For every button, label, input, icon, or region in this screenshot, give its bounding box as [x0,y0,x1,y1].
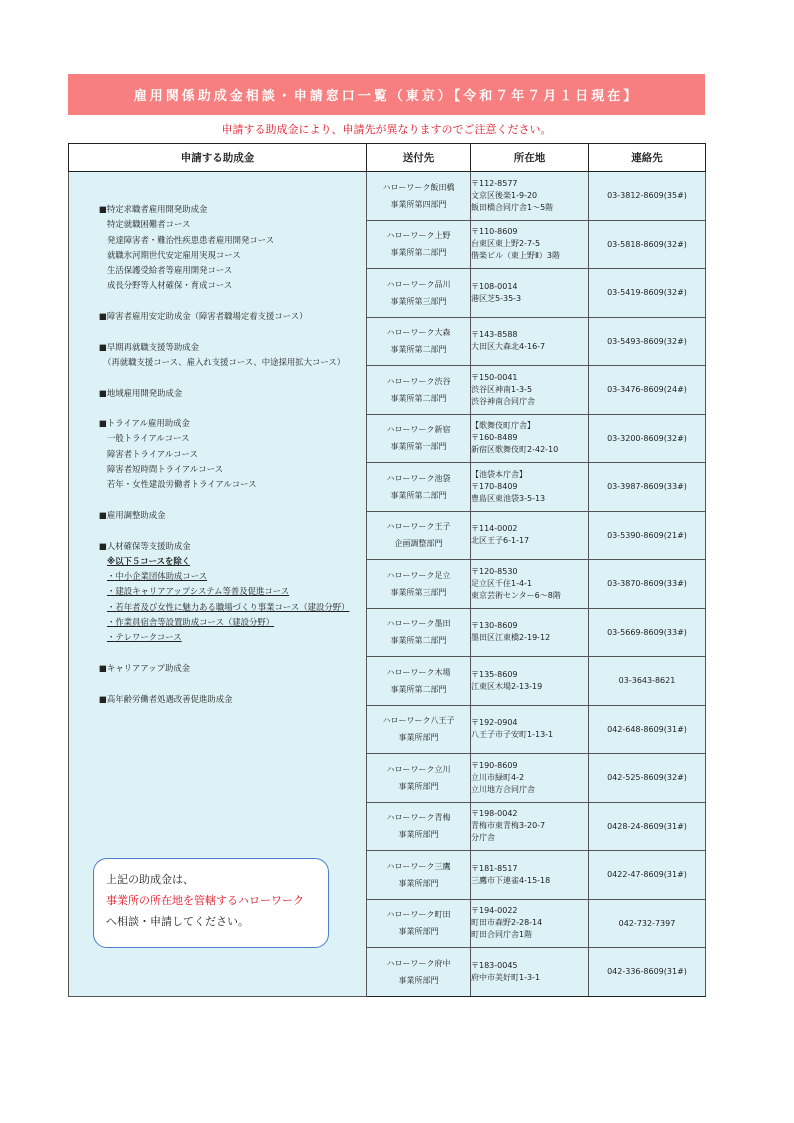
office-cell [367,608,471,657]
column-header-address: 所在地 [471,144,589,172]
office-department: 事業所第二部門 [390,636,447,646]
office-name: ハローワーク上野 [386,231,451,241]
grant-name: ■雇用調整助成金 [99,509,166,520]
address-cell [471,172,589,221]
office-cell [367,851,471,900]
office-cell [367,220,471,269]
office-cell [367,754,471,803]
address-cell [471,608,589,657]
grant-name: ■障害者雇用安定助成金（障害者職場定着支援コース） [99,311,308,322]
address-line: 〒114-0002 [471,524,518,534]
office-name: ハローワーク府中 [386,958,451,968]
office-cell [367,705,471,754]
office-department: 事業所第三部門 [390,296,447,306]
address-cell [471,511,589,560]
address-cell [471,657,589,706]
phone-number: 03-3200-8609(32#) [589,414,706,463]
grant-course: 成長分野等人材確保・育成コース [107,280,233,291]
address-line: 町田合同庁舎1階 [471,930,533,940]
notice-text: 申請する助成金により、申請先が異なりますのでご注意ください。 [221,123,552,136]
address-cell [471,948,589,997]
address-line: 東京芸術センター6～8階 [471,590,561,600]
page-title: 雇用関係助成金相談・申請窓口一覧（東京）【令和７年７月１日現在】 [133,89,640,104]
office-name: ハローワーク渋谷 [386,376,451,386]
office-department: 事業所第二部門 [390,393,447,403]
grant-course: （再就職支援コース、雇入れ支援コース、中途採用拡大コース） [103,356,346,367]
grant-course: 生活保護受給者等雇用開発コース [107,265,233,276]
office-name: ハローワーク立川 [386,764,451,774]
address-line: 町田市森野2-28-14 [471,918,543,928]
office-name: ハローワーク足立 [386,570,451,580]
address-cell [471,220,589,269]
grant-course: 障害者トライアルコース [107,448,198,459]
phone-number: 0428-24-8609(31#) [589,802,706,851]
grant-name: ■特定求職者雇用開発助成金 [99,204,208,214]
office-cell [367,560,471,609]
grant-course: 一般トライアルコース [107,433,190,444]
address-line: 〒108-0014 [471,281,518,291]
address-cell [471,851,589,900]
office-department: 事業所第二部門 [390,345,447,355]
address-cell [471,414,589,463]
address-line: 〒194-0022 [471,906,518,916]
office-department: 事業所第二部門 [390,684,447,694]
phone-number: 03-5669-8609(33#) [589,608,706,657]
address-cell [471,802,589,851]
office-cell [367,511,471,560]
address-line: 府中市美好町1-3-1 [471,972,541,982]
office-cell [367,899,471,948]
address-line: 三鷹市下連雀4-15-18 [471,875,551,885]
grant-name: ■高年齢労働者処遇改善促進助成金 [99,693,233,704]
address-line: 〒181-8517 [471,863,518,873]
office-department: 事業所部門 [398,878,439,888]
address-cell [471,269,589,318]
page-title-banner [68,74,705,115]
office-cell [367,317,471,366]
column-header-contact: 連絡先 [589,144,706,172]
office-cell [367,172,471,221]
grant-exclusion-note: ※以下５コースを除く [107,555,191,566]
address-line: 北区王子6-1-17 [471,536,530,546]
address-line: 【池袋本庁舎】 [471,469,527,479]
address-line: 〒150-0041 [471,372,518,382]
grant-list [99,202,369,707]
address-line: 〒170-8409 [471,481,518,491]
phone-number: 03-5493-8609(32#) [589,317,706,366]
callout-line-2: 事業所の所在地を管轄するハローワーク [106,894,304,907]
grant-list-cell [69,172,367,997]
office-name: ハローワーク墨田 [386,619,451,629]
address-line: 〒198-0042 [471,809,518,819]
office-cell [367,366,471,415]
office-cell [367,269,471,318]
office-name: ハローワーク町田 [386,910,451,920]
address-cell [471,560,589,609]
office-name: ハローワーク王子 [386,522,451,532]
address-line: 八王子市子安町1-13-1 [471,730,554,740]
office-department: 事業所第二部門 [390,248,447,258]
grant-name: ■トライアル雇用助成金 [99,418,190,429]
phone-number: 0422-47-8609(31#) [589,851,706,900]
address-line: 〒143-8588 [471,330,518,340]
address-line: 墨田区江東橋2-19-12 [471,633,551,643]
office-name: ハローワーク大森 [386,328,451,338]
grant-list-spacer [99,324,369,339]
grant-course: 特定就職困難者コース [107,219,191,230]
office-cell [367,463,471,512]
phone-number: 03-3812-8609(35#) [589,172,706,221]
grant-list-spacer [99,294,369,309]
office-department: 事業所第三部門 [390,587,447,597]
office-department: 事業所第二部門 [390,490,447,500]
callout-line-1: 上記の助成金は、 [106,873,194,886]
office-name: ハローワーク木場 [386,667,451,677]
address-line: 豊島区東池袋3-5-13 [471,493,546,503]
office-name: ハローワーク三鷹 [386,861,451,871]
office-department: 事業所部門 [398,975,439,985]
address-line: 足立区千住1-4-1 [471,578,533,588]
address-line: 港区芝5-35-3 [471,293,522,303]
phone-number: 03-3870-8609(33#) [589,560,706,609]
address-line: 〒130-8609 [471,621,518,631]
callout-line-3: へ相談・申請してください。 [106,915,249,928]
office-name: ハローワーク八王子 [382,716,455,726]
address-line: 〒110-8609 [471,227,518,237]
callout-box [93,858,329,948]
office-cell [367,414,471,463]
office-department: 事業所第四部門 [390,199,447,209]
address-line: 〒135-8609 [471,669,518,679]
contact-table [68,143,706,997]
table-header-row [69,144,706,172]
office-department: 事業所部門 [398,733,439,743]
address-line: 渋谷区神南1-3-5 [471,384,533,394]
office-department: 事業所第一部門 [390,442,447,452]
phone-number: 042-648-8609(31#) [589,705,706,754]
office-department: 事業所部門 [398,830,439,840]
office-name: ハローワーク池袋 [386,473,451,483]
office-name: ハローワーク新宿 [386,425,451,435]
column-header-grant: 申請する助成金 [69,144,367,172]
grant-course: 障害者短時間トライアルコース [107,464,223,475]
address-line: 江東区木場2-13-19 [471,681,543,691]
address-line: 大田区大森北4-16-7 [471,342,546,352]
address-cell [471,366,589,415]
grant-list-spacer [99,401,369,416]
address-line: 渋谷神南合同庁舎 [471,396,535,406]
grant-name: ■地域雇用開発助成金 [99,387,183,398]
address-line: 新宿区歌舞伎町2-42-10 [471,445,559,455]
address-line: 〒120-8530 [471,566,518,576]
phone-number: 03-3987-8609(33#) [589,463,706,512]
address-line: 〒190-8609 [471,760,518,770]
address-line: 台東区東上野2-7-5 [471,239,541,249]
grant-course: 発達障害者・難治性疾患患者雇用開発コース [107,234,275,245]
grant-course: 就職氷河期世代安定雇用実現コース [107,249,241,260]
grant-list-spacer [99,523,369,538]
office-name: ハローワーク品川 [386,279,451,289]
address-line: 飯田橋合同庁舎1～5階 [471,202,554,212]
grant-list-spacer [99,646,369,661]
grant-course: 若年・女性建設労働者トライアルコース [107,479,257,490]
office-name: ハローワーク飯田橋 [382,182,455,192]
address-cell [471,463,589,512]
address-line: 〒112-8577 [471,178,518,188]
grant-name: ■人材確保等支援助成金 [99,540,191,551]
grant-course: ・作業員宿舎等設置助成コース（建設分野） [107,617,275,628]
address-line: 青梅市東青梅3-20-7 [471,821,546,831]
address-line: 文京区後楽1-9-20 [471,190,538,200]
grant-course: ・テレワークコース [107,632,182,643]
office-department: 企画調整部門 [394,539,443,549]
address-line: 〒160-8489 [471,433,518,443]
address-line: 立川市緑町4-2 [471,772,525,782]
phone-number: 03-5419-8609(32#) [589,269,706,318]
phone-number: 03-5390-8609(21#) [589,511,706,560]
office-cell [367,657,471,706]
office-department: 事業所部門 [398,781,439,791]
phone-number: 03-3476-8609(24#) [589,366,706,415]
grant-name: ■キャリアアップ助成金 [99,662,191,673]
column-header-destination: 送付先 [367,144,471,172]
phone-number: 042-525-8609(32#) [589,754,706,803]
table-row [69,172,706,221]
grant-course: ・中小企業団体助成コース [107,571,208,582]
grant-list-spacer [99,493,369,508]
office-cell [367,948,471,997]
phone-number: 03-3643-8621 [589,657,706,706]
phone-number: 042-336-8609(31#) [589,948,706,997]
address-cell [471,317,589,366]
address-cell [471,754,589,803]
grant-name: ■早期再就職支援等助成金 [99,341,200,352]
office-name: ハローワーク青梅 [386,813,451,823]
grant-list-spacer [99,676,369,691]
address-line: 〒192-0904 [471,718,518,728]
address-line: 偕楽ビル（東上野Ⅱ）3階 [471,251,561,261]
office-cell [367,802,471,851]
phone-number: 042-732-7397 [589,899,706,948]
address-cell [471,705,589,754]
grant-course: ・建設キャリアアップシステム等普及促進コース [107,586,290,597]
grant-course: ・若年者及び女性に魅力ある職場づくり事業コース（建設分野） [107,601,350,612]
office-department: 事業所部門 [398,927,439,937]
address-line: 分庁舎 [471,833,495,843]
phone-number: 03-5818-8609(32#) [589,220,706,269]
address-cell [471,899,589,948]
address-line: 立川地方合同庁舎 [471,784,535,794]
grant-list-spacer [99,370,369,385]
address-line: 【歌舞伎町庁舎】 [471,421,535,431]
address-line: 〒183-0045 [471,960,518,970]
